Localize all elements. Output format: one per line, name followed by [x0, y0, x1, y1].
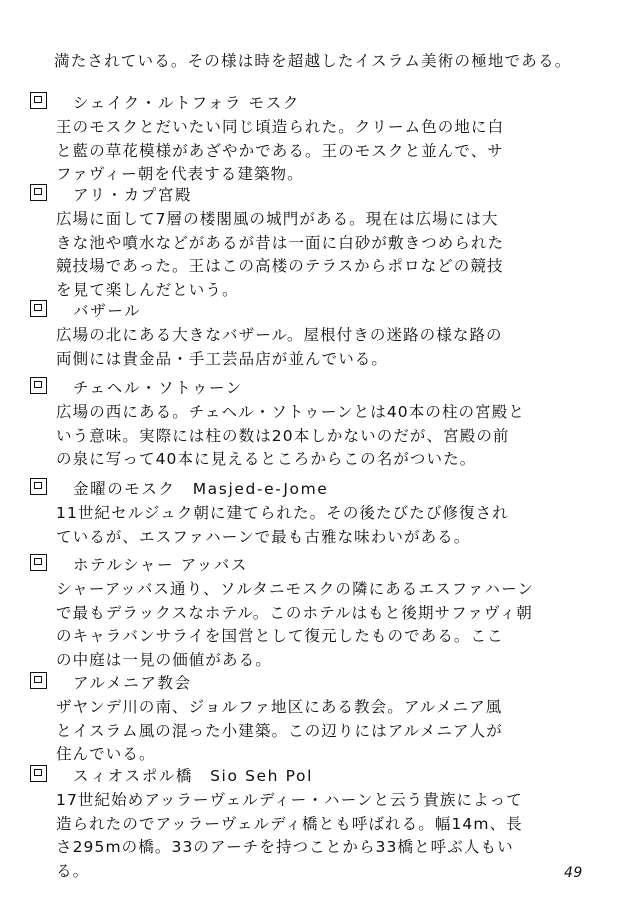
checkbox-icon: [30, 300, 47, 317]
body-line: いう意味。実際には柱の数は20本しかないのだが、宮殿の前: [56, 426, 510, 445]
body-line: とイスラム風の混った小建築。この辺りにはアルメニア人が: [56, 721, 503, 740]
page-number: 49: [564, 865, 583, 881]
checkbox-icon: [30, 184, 47, 201]
section-body: [56, 208, 596, 302]
body-line: 広場の西にある。チェヘル・ソトゥーンとは40本の柱の宮殿と: [56, 403, 525, 421]
body-line: る。: [56, 861, 90, 880]
body-line: ファヴィー朝を代表する建築物。: [56, 165, 304, 183]
section-ali-qapu-palace: [0, 184, 629, 302]
section-body: [56, 116, 596, 187]
section-sheikh-lotfollah-mosque: [0, 92, 629, 187]
section-body: [56, 789, 596, 883]
section-body: [56, 502, 596, 549]
section-hotel-shah-abbas: [0, 554, 629, 672]
section-title: チェヘル・ソトゥーン: [73, 379, 243, 397]
section-body: [56, 401, 596, 472]
body-line: ザヤンデ川の南、ジョルファ地区にある教会。アルメニア風: [56, 698, 503, 716]
section-heading: [30, 554, 629, 576]
section-heading: [30, 672, 629, 694]
section-heading: [30, 377, 629, 399]
section-bazaar: [0, 300, 629, 371]
body-line: 住んでいる。: [56, 745, 156, 763]
section-title: 金曜のモスク Masjed-e-Jome: [73, 480, 329, 498]
body-line: の泉に写って40本に見えるところからこの名がついた。: [56, 450, 477, 468]
body-line: 競技場であった。王はこの高楼のテラスからポロなどの競技: [56, 257, 504, 275]
body-line: 王のモスクとだいたい同じ頃造られた。クリーム色の地に白: [56, 118, 505, 136]
checkbox-icon: [30, 478, 47, 495]
section-title: シェイク・ルトフォラ モスク: [73, 94, 300, 112]
section-armenian-church: [0, 672, 629, 767]
body-line: 両側には貴金品・手工芸品店が並んでいる。: [56, 349, 389, 368]
body-line: ているが、エスファハーンで最も古雅な味わいがある。: [56, 527, 471, 546]
section-friday-mosque: [0, 478, 629, 549]
body-line: 広場に面して7層の楼閣風の城門がある。現在は広場には大: [56, 210, 499, 228]
body-line: のキャラバンサライを国営として復元したものである。ここ: [56, 627, 504, 645]
body-line: 広場の北にある大きなバザール。屋根付きの迷路の様な路の: [56, 326, 503, 344]
section-heading: [30, 300, 629, 322]
checkbox-icon: [30, 672, 47, 689]
body-line: で最もデラックスなホテル。このホテルはもと後期サファヴィ朝: [56, 603, 533, 622]
body-line: さ295mの橋。33のアーチを持つことから33橋と呼ぶ人もい: [56, 838, 514, 856]
body-line: 11世紀セルジュク朝に建てられた。その後たびたび修復され: [56, 504, 509, 522]
section-si-o-seh-pol-bridge: [0, 765, 629, 883]
checkbox-icon: [30, 92, 47, 109]
body-line: きな池や噴水などがあるが昔は一面に白砂が敷きつめられた: [56, 233, 505, 252]
body-line: と藍の草花模様があざやかである。王のモスクと並んで、サ: [56, 141, 504, 160]
section-chehel-sotoun: [0, 377, 629, 472]
body-line: の中庭は一見の価値がある。: [56, 650, 272, 669]
section-title: アルメニア教会: [73, 674, 192, 692]
section-heading: [30, 478, 629, 500]
body-line: 17世紀始めアッラーヴェルディー・ハーンと云う貴族によって: [56, 791, 523, 809]
section-body: [56, 696, 596, 767]
section-heading: [30, 765, 629, 787]
section-body: [56, 578, 596, 672]
intro-line: 満たされている。その様は時を超越したイスラム美術の極地である。: [54, 52, 572, 70]
checkbox-icon: [30, 765, 47, 782]
body-line: シャーアッバス通り、ソルタニモスクの隣にあるエスファハーン: [56, 580, 534, 598]
section-body: [56, 324, 596, 371]
section-heading: [30, 184, 629, 206]
section-title: バザール: [73, 302, 142, 320]
checkbox-icon: [30, 554, 47, 571]
checkbox-icon: [30, 377, 47, 394]
body-line: 造られたのでアッラーヴェルディ橋とも呼ばれる。幅14m、長: [56, 814, 523, 833]
body-line: を見て楽しんだという。: [56, 280, 239, 299]
section-title: ホテルシャー アッバス: [73, 556, 248, 574]
section-title: アリ・カプ宮殿: [73, 186, 193, 204]
section-title: スィオスポル橋 Sio Seh Pol: [73, 767, 313, 785]
section-heading: [30, 92, 629, 114]
